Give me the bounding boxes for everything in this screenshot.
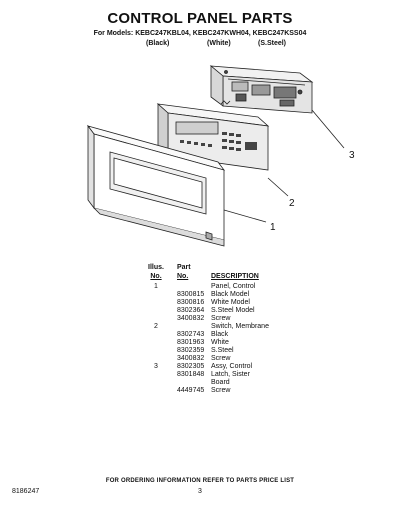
table-row (141, 323, 273, 331)
illus-cell (141, 347, 177, 355)
callout-1: 1 (270, 222, 276, 233)
header-illus: Illus. No. (148, 264, 164, 280)
models-line: For Models: KEBC247KBL04, KEBC247KWH04, KEBC247KSS04 (93, 30, 307, 37)
illus-cell (141, 331, 177, 339)
table-row (141, 347, 273, 355)
part-number-cell (177, 283, 211, 291)
illus-cell: 3 (154, 363, 158, 370)
part-number-cell: 8301848 (177, 371, 205, 378)
table-row (141, 291, 273, 299)
description-cell: Screw (211, 387, 231, 394)
leader-line-3 (312, 110, 344, 148)
page-title: CONTROL PANEL PARTS (107, 10, 293, 27)
part-number-cell: 8301963 (177, 339, 205, 346)
description-cell: White (211, 339, 229, 346)
callout-3: 3 (349, 150, 355, 161)
page-number: 3 (198, 488, 202, 495)
illus-cell: 2 (154, 323, 158, 330)
part-number-cell: 4449745 (177, 387, 205, 394)
part-number-cell: 8302364 (177, 307, 205, 314)
part-number-cell (177, 323, 211, 331)
leader-line-1 (224, 210, 266, 222)
part-number-cell: 8300815 (177, 291, 205, 298)
table-row (141, 387, 273, 395)
table-row (141, 331, 273, 339)
parts-table-body (141, 283, 273, 395)
part-number-cell: 8302359 (177, 347, 205, 354)
parts-table (141, 263, 273, 395)
illus-cell (141, 387, 177, 395)
part-number-cell: 8302305 (177, 363, 205, 370)
illus-cell: 1 (154, 283, 158, 290)
description-cell: Panel, Control (211, 283, 256, 290)
illus-cell (141, 355, 177, 363)
table-row (141, 363, 273, 371)
part-number-cell: 8302743 (177, 331, 205, 338)
document-number: 8186247 (12, 488, 40, 495)
description-cell: Screw (211, 355, 231, 362)
part-number-cell: 3400832 (177, 315, 205, 322)
illus-cell (141, 379, 177, 387)
description-cell: Latch, Sister (211, 371, 250, 378)
part-number-cell (177, 379, 211, 387)
description-cell: Switch, Membrane (211, 323, 269, 330)
illus-cell (141, 291, 177, 299)
table-row (141, 307, 273, 315)
description-cell: Board (211, 379, 230, 386)
illus-cell (141, 299, 177, 307)
table-row (141, 371, 273, 379)
table-row (141, 339, 273, 347)
description-cell: Black (211, 331, 229, 338)
description-cell: S.Steel (211, 347, 234, 354)
table-row (141, 379, 273, 387)
variant-black: (Black) (146, 40, 170, 47)
header-description: DESCRIPTION (211, 273, 259, 280)
description-cell: Black Model (211, 291, 250, 298)
part-number-cell: 8300816 (177, 299, 205, 306)
variant-steel: (S.Steel) (258, 40, 287, 47)
variant-white: (White) (207, 40, 231, 47)
description-cell: S.Steel Model (211, 307, 255, 314)
header-part-no: Part No. (177, 264, 191, 280)
description-cell: Assy, Control (211, 363, 253, 370)
table-row (141, 299, 273, 307)
control-assembly-part (211, 66, 312, 113)
table-row (141, 355, 273, 363)
illus-cell (141, 315, 177, 323)
leader-line-2 (268, 178, 288, 196)
table-row (141, 315, 273, 323)
description-cell: Screw (211, 315, 231, 322)
illus-cell (141, 339, 177, 347)
part-number-cell: 3400832 (177, 355, 205, 362)
illus-cell (141, 371, 177, 379)
callout-2: 2 (289, 198, 295, 209)
ordering-note: FOR ORDERING INFORMATION REFER TO PARTS PRICE LIST (105, 478, 295, 484)
illus-cell (141, 307, 177, 315)
description-cell: White Model (211, 299, 250, 306)
table-row (141, 283, 273, 291)
